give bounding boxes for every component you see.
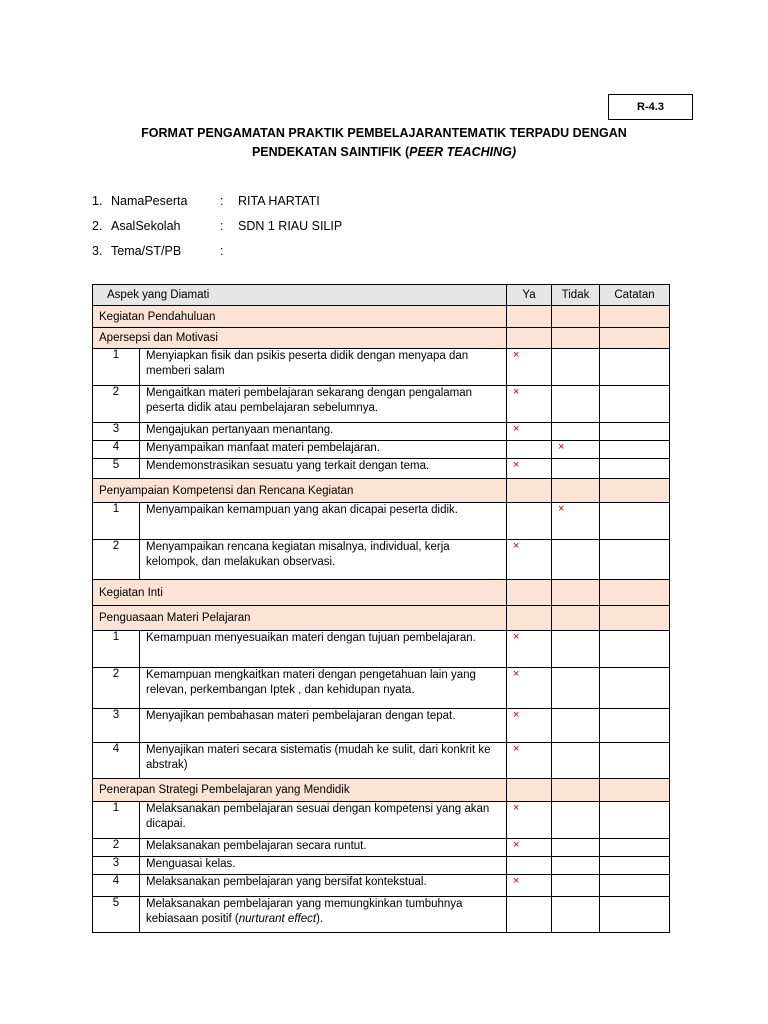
tidak-cell [552,349,600,386]
row-number: 1 [93,503,140,540]
document-title [80,124,688,162]
ya-cell [507,349,552,386]
tidak-cell [552,423,600,441]
table-row [93,802,670,839]
row-description: Kemampuan menyesuaikan materi dengan tujuan pembelajaran. [140,631,507,668]
ya-mark: × [513,631,520,643]
header-ya: Ya [507,285,552,306]
table-row [93,668,670,709]
catatan-cell [600,743,670,779]
catatan-cell [600,668,670,709]
row-number: 3 [93,709,140,743]
ya-mark: × [513,839,520,851]
row-description: Menyampaikan rencana kegiatan misalnya, individual, kerja kelompok, dan melakukan observasi. [140,540,507,580]
row-description: Mengajukan pertanyaan menantang. [140,423,507,441]
section-row [93,479,670,503]
row-number: 1 [93,631,140,668]
ya-cell [507,503,552,540]
observation-table [92,284,670,933]
info-value: RITA HARTATI [238,194,320,208]
catatan-cell [600,631,670,668]
info-number: 2. [92,219,103,233]
ya-mark: × [513,743,520,755]
section-title: Penguasaan Materi Pelajaran [93,606,507,631]
tidak-mark: × [558,441,565,453]
catatan-cell [600,839,670,857]
row-description-italic: nurturant effect [238,913,317,925]
table-row [93,459,670,479]
row-description: Menyajikan pembahasan materi pembelajaran dengan tepat. [140,709,507,743]
ya-mark: × [513,349,520,361]
tidak-cell [552,631,600,668]
catatan-cell [600,441,670,459]
info-colon: : [220,194,224,208]
section-title: Penerapan Strategi Pembelajaran yang Mendidik [93,779,507,802]
info-label: Tema/ST/PB [111,244,182,258]
catatan-cell [600,897,670,933]
row-description: Menyampaikan kemampuan yang akan dicapai peserta didik. [140,503,507,540]
tidak-cell [552,857,600,875]
info-colon: : [220,219,224,233]
row-number: 4 [93,441,140,459]
ya-mark: × [513,802,520,814]
row-number: 2 [93,386,140,423]
title-line-2-italic: PEER TEACHING) [409,145,517,159]
ya-cell [507,540,552,580]
table-row [93,743,670,779]
header-tidak: Tidak [552,285,600,306]
row-number: 4 [93,875,140,897]
ya-cell [507,743,552,779]
row-description: Melaksanakan pembelajaran yang bersifat kontekstual. [140,875,507,897]
tidak-cell [552,802,600,839]
catatan-cell [600,503,670,540]
row-number: 2 [93,540,140,580]
row-description: Menguasai kelas. [140,857,507,875]
tidak-cell [552,441,600,459]
info-label: AsalSekolah [111,219,181,233]
table-row [93,441,670,459]
row-description [140,897,507,933]
row-description: Mendemonstrasikan sesuatu yang terkait dengan tema. [140,459,507,479]
title-line-2 [80,143,688,162]
ya-cell [507,857,552,875]
catatan-cell [600,875,670,897]
ya-mark: × [513,386,520,398]
row-description: Menyiapkan fisik dan psikis peserta didik dengan menyapa dan memberi salam [140,349,507,386]
row-number: 5 [93,459,140,479]
tidak-cell [552,386,600,423]
section-title: Kegiatan Inti [93,580,507,606]
catatan-cell [600,540,670,580]
row-number: 3 [93,423,140,441]
table-row [93,503,670,540]
row-number: 5 [93,897,140,933]
info-value: SDN 1 RIAU SILIP [238,219,343,233]
title-line-2-prefix: PENDEKATAN SAINTIFIK ( [251,145,410,159]
row-description: Menyajikan materi secara sistematis (mudah ke sulit, dari konkrit ke abstrak) [140,743,507,779]
catatan-cell [600,349,670,386]
info-colon: : [220,244,224,258]
ya-mark: × [513,540,520,552]
tidak-cell [552,743,600,779]
table-row [93,839,670,857]
tidak-cell [552,875,600,897]
ya-mark: × [513,423,520,435]
table-row [93,386,670,423]
ya-cell [507,386,552,423]
document-code: R-4.3 [608,94,693,120]
table-row [93,709,670,743]
section-row [93,306,670,328]
ya-cell [507,897,552,933]
row-description: Mengaitkan materi pembelajaran sekarang dengan pengalaman peserta didik atau pembelajaran sebelumnya. [140,386,507,423]
ya-cell [507,875,552,897]
row-number: 3 [93,857,140,875]
section-title: Kegiatan Pendahuluan [93,306,507,328]
ya-cell [507,423,552,441]
header-aspect: Aspek yang Diamati [93,285,507,306]
section-title: Apersepsi dan Motivasi [93,328,507,349]
row-description: Kemampuan mengkaitkan materi dengan pengetahuan lain yang relevan, perkembangan Iptek , dan kehidupan nyata. [140,668,507,709]
section-row [93,606,670,631]
ya-cell [507,441,552,459]
row-description: Menyampaikan manfaat materi pembelajaran. [140,441,507,459]
info-number: 1. [92,194,103,208]
title-line-1: FORMAT PENGAMATAN PRAKTIK PEMBELAJARANTEMATIK TERPADU DENGAN [141,126,627,140]
table-row [93,423,670,441]
row-number: 1 [93,349,140,386]
table-row [93,540,670,580]
ya-cell [507,668,552,709]
row-number: 4 [93,743,140,779]
ya-mark: × [513,668,520,680]
section-row [93,580,670,606]
table-row [93,875,670,897]
section-title: Penyampaian Kompetensi dan Rencana Kegiatan [93,479,507,503]
tidak-cell [552,668,600,709]
catatan-cell [600,459,670,479]
catatan-cell [600,857,670,875]
ya-mark: × [513,459,520,471]
row-description: Melaksanakan pembelajaran secara runtut. [140,839,507,857]
table-row [93,631,670,668]
table-header-row [93,285,670,306]
ya-cell [507,802,552,839]
table-row [93,349,670,386]
tidak-cell [552,897,600,933]
tidak-mark: × [558,503,565,515]
row-description-text: Melaksanakan pembelajaran yang memungkinkan tumbuhnya kebiasaan positif ( [146,898,463,925]
ya-mark: × [513,709,520,721]
section-row [93,779,670,802]
header-catatan: Catatan [600,285,670,306]
tidak-cell [552,540,600,580]
info-label: NamaPeserta [111,194,188,208]
catatan-cell [600,802,670,839]
row-description-suffix: ). [316,913,324,925]
row-description: Melaksanakan pembelajaran sesuai dengan kompetensi yang akan dicapai. [140,802,507,839]
ya-cell [507,839,552,857]
table-row [93,897,670,933]
tidak-cell [552,839,600,857]
catatan-cell [600,386,670,423]
catatan-cell [600,423,670,441]
info-number: 3. [92,244,103,258]
ya-cell [507,459,552,479]
section-row [93,328,670,349]
ya-mark: × [513,875,520,887]
ya-cell [507,631,552,668]
row-number: 2 [93,668,140,709]
catatan-cell [600,709,670,743]
tidak-cell [552,709,600,743]
ya-cell [507,709,552,743]
tidak-cell [552,503,600,540]
table-row [93,857,670,875]
tidak-cell [552,459,600,479]
row-number: 2 [93,839,140,857]
row-number: 1 [93,802,140,839]
